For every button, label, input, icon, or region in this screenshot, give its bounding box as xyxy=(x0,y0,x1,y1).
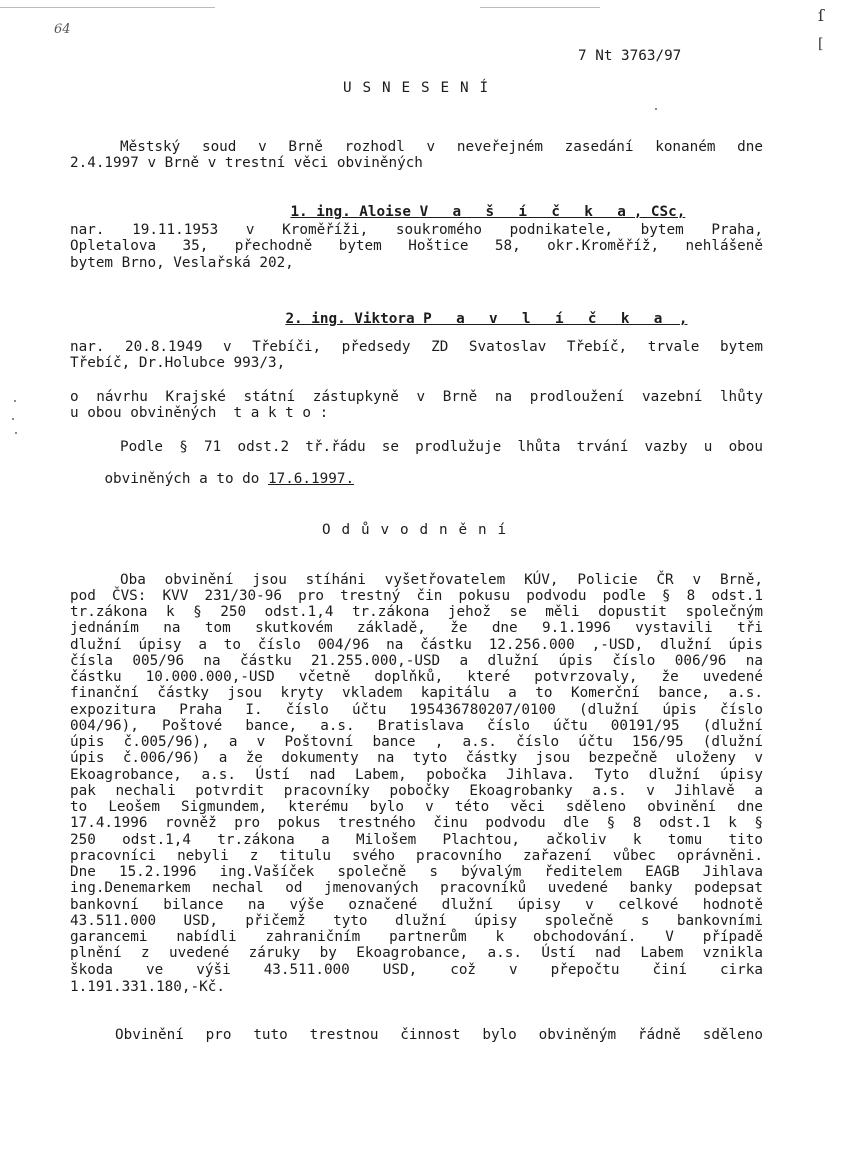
reasoning-line: 1.191.331.180,-Kč. xyxy=(70,979,225,995)
reasoning-line: plnění z uvedené záruky by Ekoagrobance, a.s. Ústí nad Labem vznikla xyxy=(70,945,763,961)
proposal-line-2: u obou obviněných t a k t o : xyxy=(70,405,329,421)
reasoning-line: ing.Denemarkem nechal od jmenovaných pracovníků uvedené banky podepsat xyxy=(70,880,763,896)
reasoning-line: částku 10.000.000,-USD včetně doplňků, které potvrzovaly, že uvedené xyxy=(70,669,763,685)
defendant-2-surname: P a v l í č k a xyxy=(423,311,671,327)
reasoning-line: úpis č.005/96), a v Poštovní bance , a.s. číslo účtu 156/95 (dlužní xyxy=(70,734,763,750)
reasoning-line: pak nechali potvrdit pracovníky pobočky Ekoagrobanky a.s. v Jihlavě a xyxy=(70,783,763,799)
scan-speck xyxy=(655,108,657,110)
reasoning-line: 17.4.1996 rovněž pro pokus trestného činu podvodu dle § 8 odst.1 k § xyxy=(70,815,763,831)
reasoning-line: tr.zákona k § 250 odst.1,4 tr.zákona jehož se měli dopustit společným xyxy=(70,604,763,620)
reasoning-line: úpis č.006/96) a že dokumenty na tyto částky jsou bezpečně uloženy v xyxy=(70,750,763,766)
reasoning-heading: O d ů v o d n ě n í xyxy=(322,522,508,538)
defendant-1-details-1: nar. 19.11.1953 v Kroměříži, soukromého podnikatele, bytem Praha, xyxy=(70,222,763,238)
scan-speck xyxy=(15,432,17,434)
intro-line-2: 2.4.1997 v Brně v trestní věci obviněných xyxy=(70,155,423,171)
reasoning-line: pod ČVS: KVV 231/30-96 pro trestný čin pokusu podvodu podle § 8 odst.1 xyxy=(70,588,763,604)
closing-line: Obvinění pro tuto trestnou činnost bylo obviněným řádně sděleno xyxy=(115,1027,763,1043)
defendant-1-heading-suffix: , CSc, xyxy=(633,204,686,220)
reasoning-line: 250 odst.1,4 tr.zákona a Milošem Plachtou, ačkoliv k tomu tito xyxy=(70,832,763,848)
defendant-2-details-1: nar. 20.8.1949 v Třebíči, předsedy ZD Svatoslav Třebíč, trvale bytem xyxy=(70,339,763,355)
decision-line-1: Podle § 71 odst.2 tř.řádu se prodlužuje lhůta trvání vazby u obou xyxy=(120,439,763,455)
document-title: U S N E S E N Í xyxy=(343,80,490,96)
scan-speck xyxy=(14,400,16,402)
reasoning-line: 004/96), Poštové bance, a.s. Bratislava číslo účtu 00191/95 (dlužní xyxy=(70,718,763,734)
top-margin-mark xyxy=(0,7,215,8)
defendant-1-details-3: bytem Brno, Veslařská 202, xyxy=(70,255,294,271)
reasoning-line: Oba obvinění jsou stíháni vyšetřovatelem KÚV, Policie ČR v Brně, xyxy=(120,572,763,588)
defendant-2-details-2: Třebíč, Dr.Holubce 993/3, xyxy=(70,355,286,371)
reasoning-line: čísla 005/96 na částku 21.255.000,-USD a dlužní úpis číslo 006/96 na xyxy=(70,653,763,669)
scan-speck xyxy=(12,418,14,420)
defendant-1-surname: V a š í č k a xyxy=(419,204,634,220)
reasoning-line: to Leošem Sigmundem, kterému bylo v této věci sděleno obvinění dne xyxy=(70,799,763,815)
defendant-2-heading xyxy=(251,295,687,343)
defendant-2-heading-prefix: 2. ing. Viktora xyxy=(285,311,424,327)
right-edge-mark: [ xyxy=(818,36,824,52)
reasoning-line: bankovní bilance na výše označené dlužní úpisy v celkové hodnotě xyxy=(70,897,763,913)
reasoning-line: škoda ve výši 43.511.000 USD, což v přepočtu činí cirka xyxy=(70,962,763,978)
reasoning-line: pracovníci nebyli z titulu svého pracovního zařazení vůbec oprávněni. xyxy=(70,848,763,864)
reasoning-line: garancemi nabídli zahraničním partnerům k obchodování. V případě xyxy=(70,929,763,945)
decision-text: obviněných a to do xyxy=(104,471,268,487)
decision-line-2 xyxy=(70,455,354,503)
right-edge-mark: ſ xyxy=(818,6,824,25)
reasoning-line: Ekoagrobance, a.s. Ústí nad Labem, pobočka Jihlava. Tyto dlužní úpisy xyxy=(70,767,763,783)
file-number: 7 Nt 3763/97 xyxy=(578,48,682,64)
reasoning-line: Dne 15.2.1996 ing.Vašíček společně s bývalým ředitelem EAGB Jihlava xyxy=(70,864,763,880)
defendant-2-heading-suffix: , xyxy=(670,311,688,327)
proposal-line-1: o návrhu Krajské státní zástupkyně v Brně na prodloužení vazební lhůty xyxy=(70,389,763,405)
defendant-1-details-2: Opletalova 35, přechodně bytem Hoštice 58, okr.Kroměříž, nehlášeně xyxy=(70,238,763,254)
reasoning-line: expozitura Praha I. číslo účtu 195436780207/0100 (dlužní úpis číslo xyxy=(70,702,763,718)
intro-line-1: Městský soud v Brně rozhodl v neveřejném zasedání konaném dne xyxy=(120,139,763,155)
defendant-1-heading-prefix: 1. ing. Aloise xyxy=(290,204,420,220)
reasoning-line: jednáním na tom skutkovém základě, že dne 9.1.1996 vystavili tři xyxy=(70,620,763,636)
decision-date: 17.6.1997. xyxy=(267,471,355,487)
handwritten-page-note: 64 xyxy=(54,22,71,37)
reasoning-line: 43.511.000 USD, přičemž tyto dlužní úpisy společně s bankovními xyxy=(70,913,763,929)
top-margin-mark xyxy=(480,7,600,8)
reasoning-line: dlužní úpisy a to číslo 004/96 na částku 12.256.000 ,-USD, dlužní úpis xyxy=(70,637,763,653)
reasoning-line: finanční částky jsou kryty vkladem kapitálu a to Komerční bance, a.s. xyxy=(70,685,763,701)
